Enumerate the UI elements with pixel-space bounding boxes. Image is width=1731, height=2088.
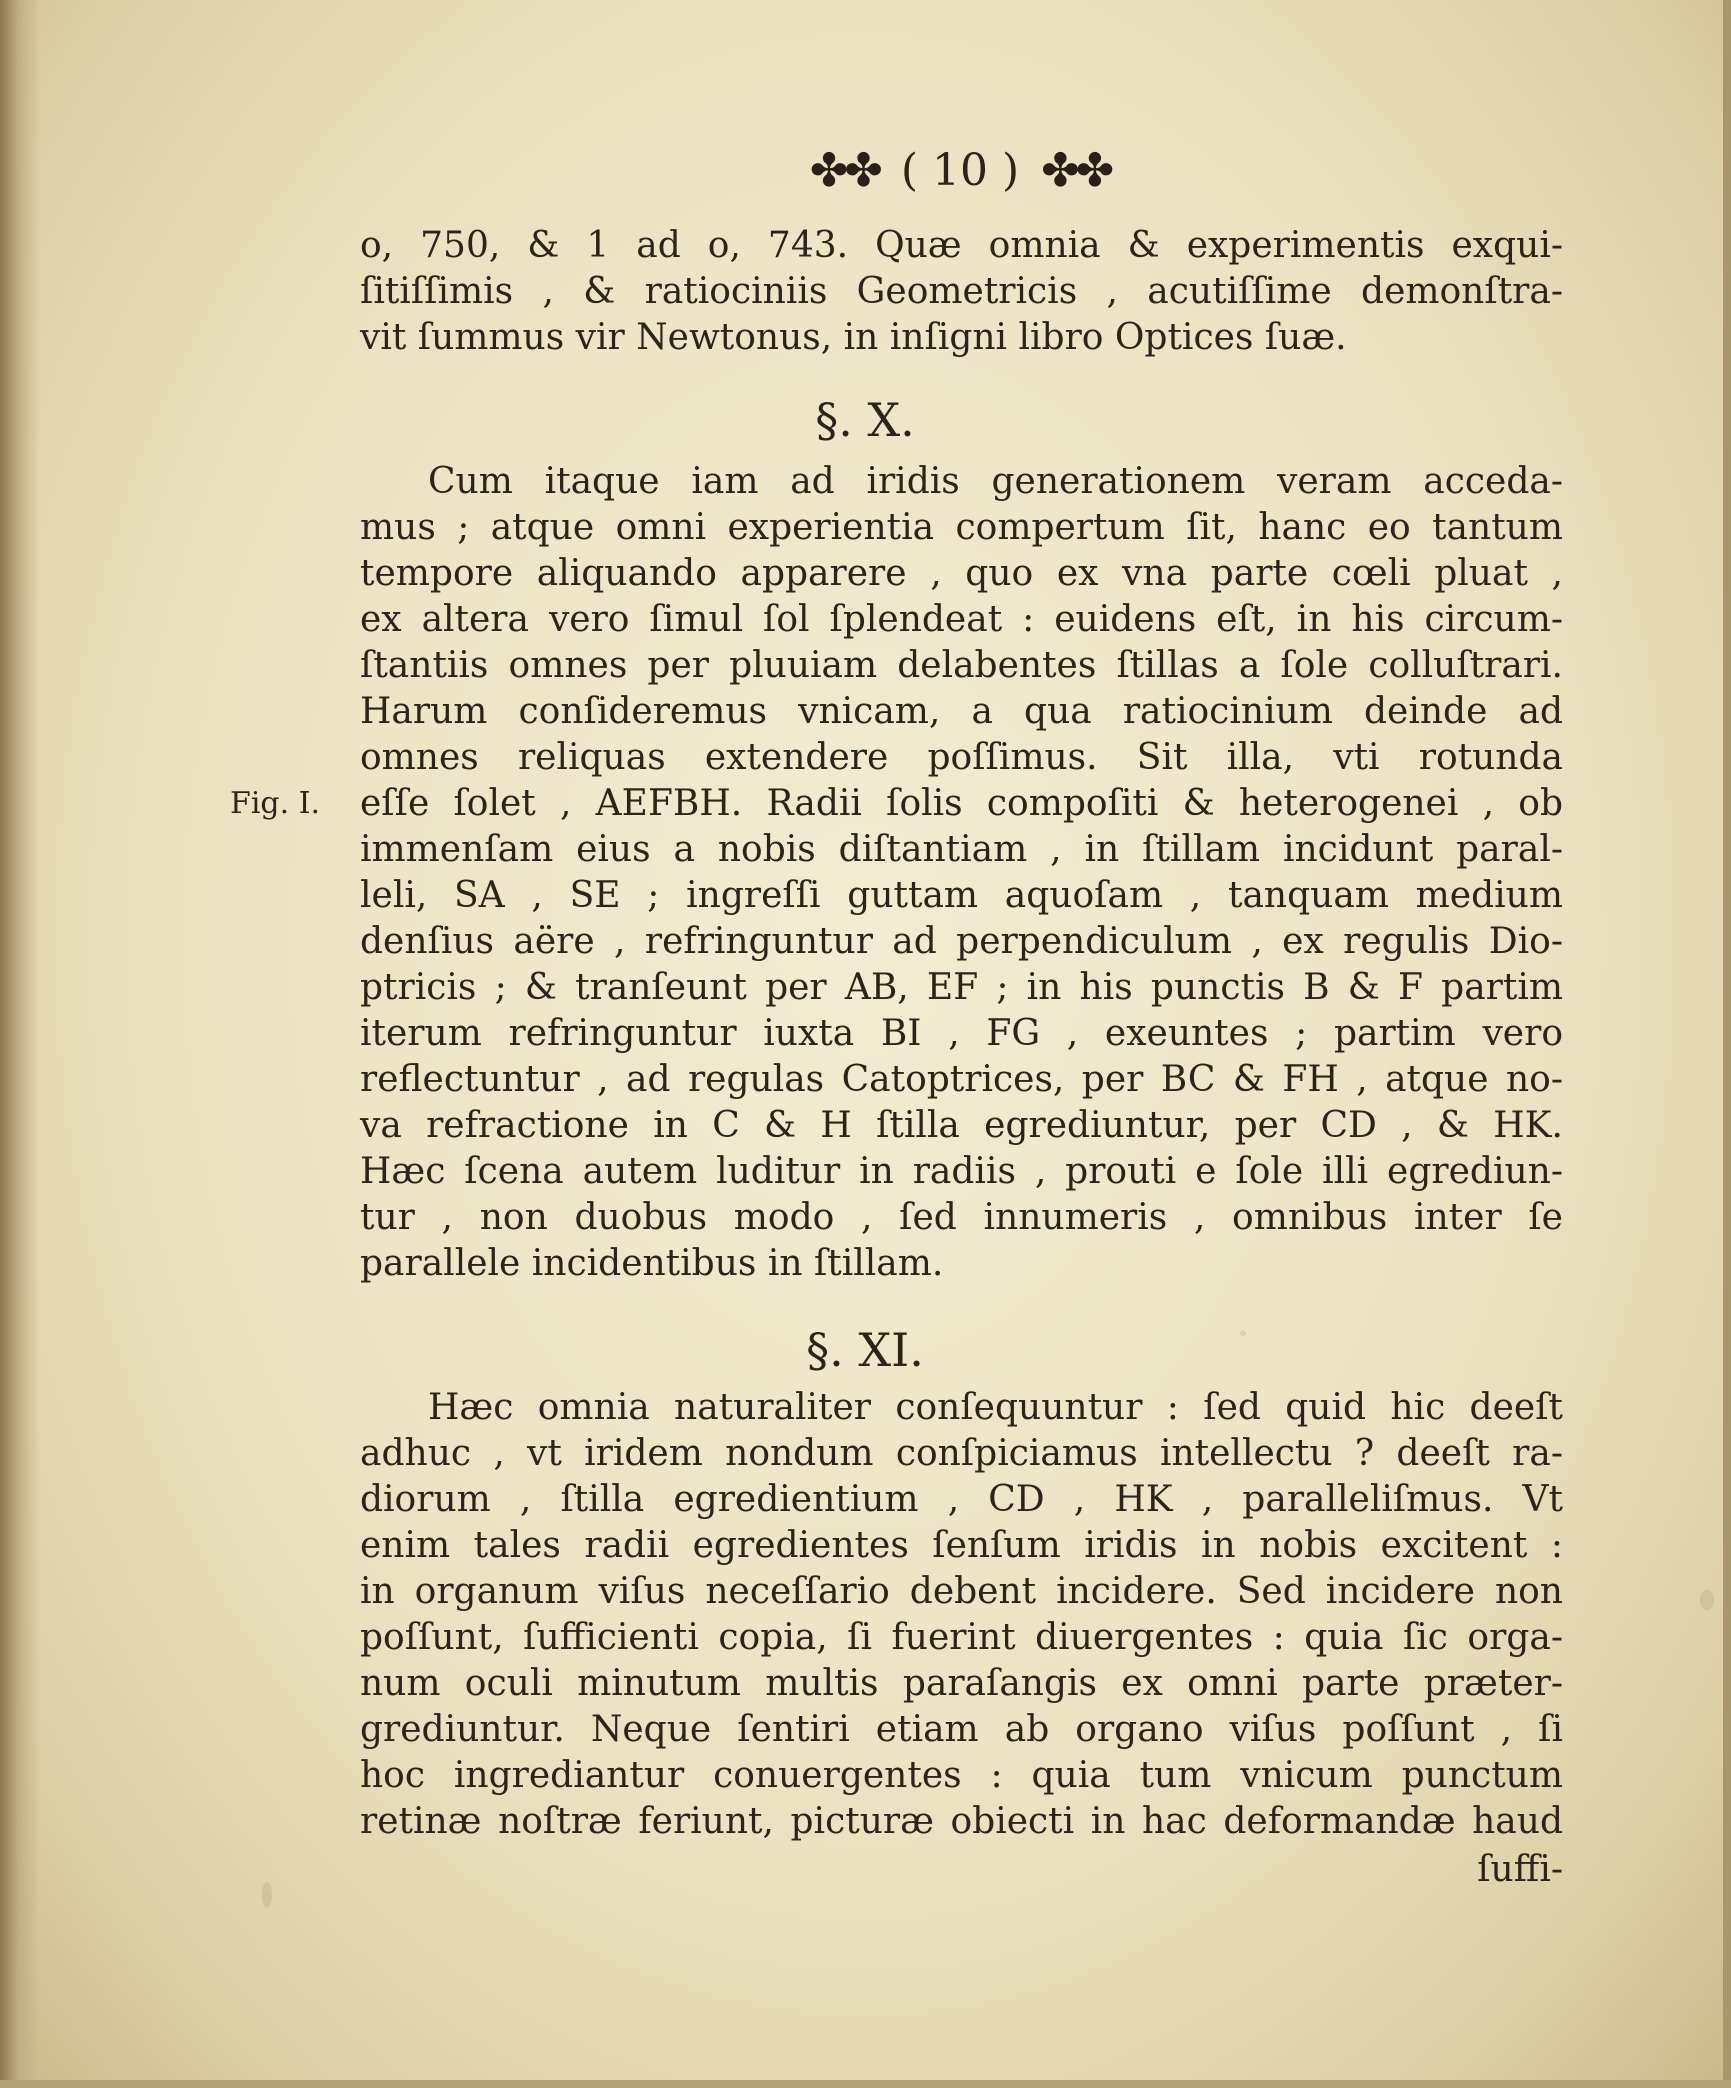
text-line: va refractione in C & H ſtilla egrediuntur, per CD , & HK. bbox=[360, 1105, 1563, 1146]
text-line: iterum refringuntur iuxta BI , FG , exeuntes ; partim vero bbox=[360, 1013, 1563, 1054]
page-number: ( 10 ) bbox=[900, 144, 1020, 196]
ornament-left-icon: ✤✤ bbox=[809, 143, 879, 197]
text-line: num oculi minutum multis paraſangis ex omni parte præter- bbox=[360, 1663, 1563, 1704]
paper-stain bbox=[262, 1882, 272, 1908]
paper-stain bbox=[1240, 1330, 1246, 1336]
text-line: mus ; atque omni experientia compertum ſit, hanc eo tantum bbox=[360, 507, 1563, 548]
section-heading-x: §. X. bbox=[815, 393, 915, 447]
text-line: vit ſummus vir Newtonus, in inſigni libro Optices ſuæ. bbox=[360, 317, 1347, 358]
text-line: hoc ingrediantur conuergentes : quia tum vnicum punctum bbox=[360, 1755, 1563, 1796]
text-line: immenſam eius a nobis diſtantiam , in ſtillam incidunt paral- bbox=[360, 829, 1563, 870]
text-line: Hæc omnia naturaliter conſequuntur : ſed quid hic deeſt bbox=[428, 1387, 1563, 1428]
text-line: ptricis ; & tranſeunt per AB, EF ; in his punctis B & F partim bbox=[360, 967, 1563, 1008]
text-line: grediuntur. Neque ſentiri etiam ab organo viſus poſſunt , ſi bbox=[360, 1709, 1563, 1750]
text-line: ex altera vero ſimul ſol ſplendeat : euidens eſt, in his circum- bbox=[360, 599, 1563, 640]
section-heading-xi: §. XI. bbox=[806, 1323, 924, 1377]
text-line: o, 750, & 1 ad o, 743. Quæ omnia & experimentis exqui- bbox=[360, 225, 1563, 266]
page-header bbox=[800, 138, 1120, 202]
text-line: leli, SA , SE ; ingreſſi guttam aquoſam , tanquam medium bbox=[360, 875, 1563, 916]
text-line: Hæc ſcena autem luditur in radiis , prouti e ſole illi egrediun- bbox=[360, 1151, 1563, 1192]
binding-shadow bbox=[0, 0, 40, 2088]
page-edge-right bbox=[1723, 0, 1731, 2088]
catchword: ſuffi- bbox=[1477, 1849, 1563, 1890]
ornament-right-icon: ✤✤ bbox=[1041, 143, 1111, 197]
text-line: retinæ noſtræ feriunt, picturæ obiecti in hac deformandæ haud bbox=[360, 1801, 1563, 1842]
paper-stain bbox=[1700, 1590, 1714, 1610]
figure-margin-note: Fig. I. bbox=[230, 786, 321, 821]
text-line: tempore aliquando apparere , quo ex vna parte cœli pluat , bbox=[360, 553, 1563, 594]
text-line: diorum , ſtilla egredientium , CD , HK , paralleliſmus. Vt bbox=[360, 1479, 1563, 1520]
text-line: ſitiſſimis , & ratiociniis Geometricis , acutiſſime demonſtra- bbox=[360, 271, 1563, 312]
text-line: poſſunt, ſufficienti copia, ſi fuerint diuergentes : quia ſic orga- bbox=[360, 1617, 1563, 1658]
text-line: in organum viſus neceſſario debent incidere. Sed incidere non bbox=[360, 1571, 1563, 1612]
text-line: adhuc , vt iridem nondum conſpiciamus intellectu ? deeſt ra- bbox=[360, 1433, 1563, 1474]
text-line: reflectuntur , ad regulas Catoptrices, per BC & FH , atque no- bbox=[360, 1059, 1563, 1100]
text-line: Harum conſideremus vnicam, a qua ratiocinium deinde ad bbox=[360, 691, 1563, 732]
text-line: ſtantiis omnes per pluuiam delabentes ſtillas a ſole colluſtrari. bbox=[360, 645, 1563, 686]
page-edge-bottom bbox=[0, 2080, 1731, 2088]
text-line: parallele incidentibus in ſtillam. bbox=[360, 1243, 944, 1284]
text-line: omnes reliquas extendere poſſimus. Sit illa, vti rotunda bbox=[360, 737, 1563, 778]
text-line: Cum itaque iam ad iridis generationem veram acceda- bbox=[428, 461, 1563, 502]
text-line: tur , non duobus modo , ſed innumeris , omnibus inter ſe bbox=[360, 1197, 1563, 1238]
text-line: eſſe ſolet , AEFBH. Radii ſolis compoſiti & heterogenei , ob bbox=[360, 783, 1563, 824]
text-line: denſius aëre , refringuntur ad perpendiculum , ex regulis Dio- bbox=[360, 921, 1563, 962]
text-line: enim tales radii egredientes ſenſum iridis in nobis excitent : bbox=[360, 1525, 1563, 1566]
